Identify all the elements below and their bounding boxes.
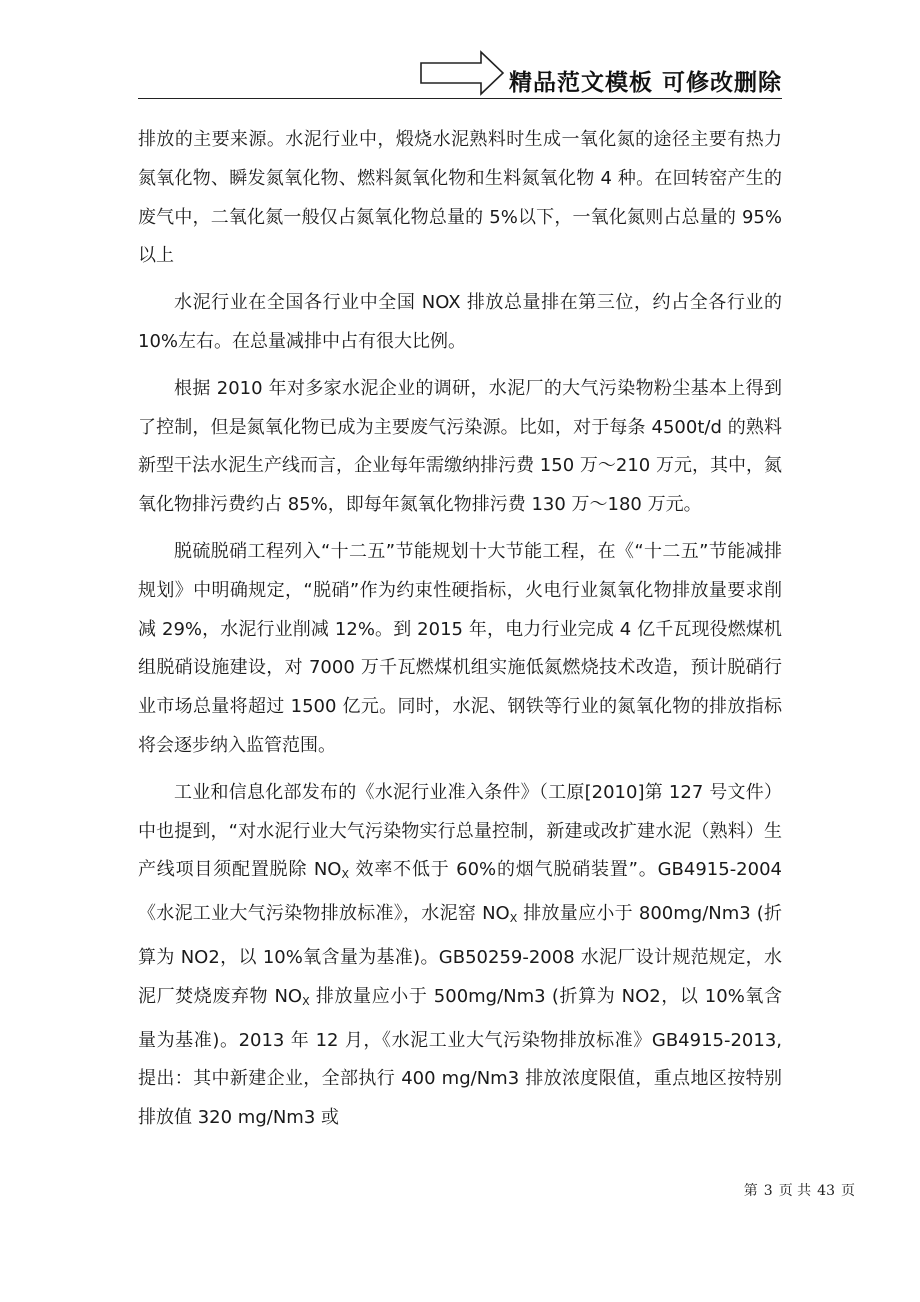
header-divider [138, 98, 782, 99]
subscript-x: X [341, 868, 350, 882]
subscript-x: X [302, 994, 310, 1008]
current-page-number: 3 [763, 1183, 773, 1199]
page-footer [741, 1180, 858, 1200]
document-body [138, 121, 782, 1146]
footer-middle: 页 共 [778, 1183, 812, 1199]
subscript-x: X [509, 912, 518, 926]
footer-prefix: 第 [743, 1183, 758, 1199]
paragraph-1 [138, 121, 782, 276]
paragraph-text: 排放的主要来源。水泥行业中，煅烧水泥熟料时生成一氧化氮的途径主要有热力氮氧化物、瞬发氮氧化物、燃料氮氧化物和生料氮氧化物 4 种。在回转窑产生的废气中，二氧化氮一般仅占氮氧化物总量的 5%以下，一氧化氮则占总量的 95%以上 [138, 129, 782, 267]
paragraph-text: 根据 2010 年对多家水泥企业的调研，水泥厂的大气污染物粉尘基本上得到了控制，但是氮氧化物已成为主要废气污染源。比如，对于每条 4500t/d 的熟料新型干法水泥生产线而言，企业每年需缴纳排污费 150 万～210 万元，其中，氮氧化物排污费约占 85%，即每年氮氧化物排污费 130 万～180 万元。 [138, 377, 782, 516]
paragraph-3 [138, 370, 782, 525]
paragraph-2 [138, 284, 782, 362]
paragraph-text: 排放量应小于 500mg/Nm3 (折算为 NO2，以 10%氧含量为基准)。2013 年 12 月，《水泥工业大气污染物排放标准》GB4915-2013,提出：其中新建企业，全部执行 400 mg/Nm3 排放浓度限值，重点地区按特别排放值 320 mg/Nm3 或 [138, 985, 782, 1129]
paragraph-text: 脱硫脱硝工程列入“十二五”节能规划十大节能工程，在《“十二五”节能减排规划》中明确规定，“脱硝”作为约束性硬指标，火电行业氮氧化物排放量要求削减 29%，水泥行业削减 12%。到 2015 年，电力行业完成 4 亿千瓦现役燃煤机组脱硝设施建设，对 7000 万千瓦燃煤机组实施低氮燃烧技术改造，预计脱硝行业市场总量将超过 1500 亿元。同时，水泥、钢铁等行业的氮氧化物的排放指标将会逐步纳入监管范围。 [138, 540, 782, 756]
footer-suffix: 页 [841, 1183, 855, 1199]
arrow-right-icon [419, 50, 505, 96]
paragraph-text: 效率不低于 60%的烟气脱硝装置”。GB4915-2004《水泥工业大气污染物排放标准》，水泥窑 NO [138, 859, 782, 925]
paragraph-text: 水泥行业在全国各行业中全国 NOX 排放总量排在第三位，约占全各行业的 10%左右。在总量减排中占有很大比例。 [138, 292, 782, 352]
total-pages-number: 43 [817, 1183, 835, 1199]
paragraph-4 [138, 533, 782, 766]
header-title: 精品范文模板 可修改删除 [508, 70, 782, 96]
paragraph-text: 排放量应小于 800mg/Nm3 (折算为 NO2，以 10%氧含量为基准)。GB50259-2008 水泥厂设计规范规定，水泥厂焚烧废弃物 NO [138, 903, 782, 1007]
paragraph-text: 工业和信息化部发布的《水泥行业准入条件》（工原[2010]第 127 号文件）中也提到，“对水泥行业大气污染物实行总量控制，新建或改扩建水泥（熟料）生产线项目须配置脱除 NO [138, 781, 782, 881]
paragraph-5 [138, 774, 782, 1138]
